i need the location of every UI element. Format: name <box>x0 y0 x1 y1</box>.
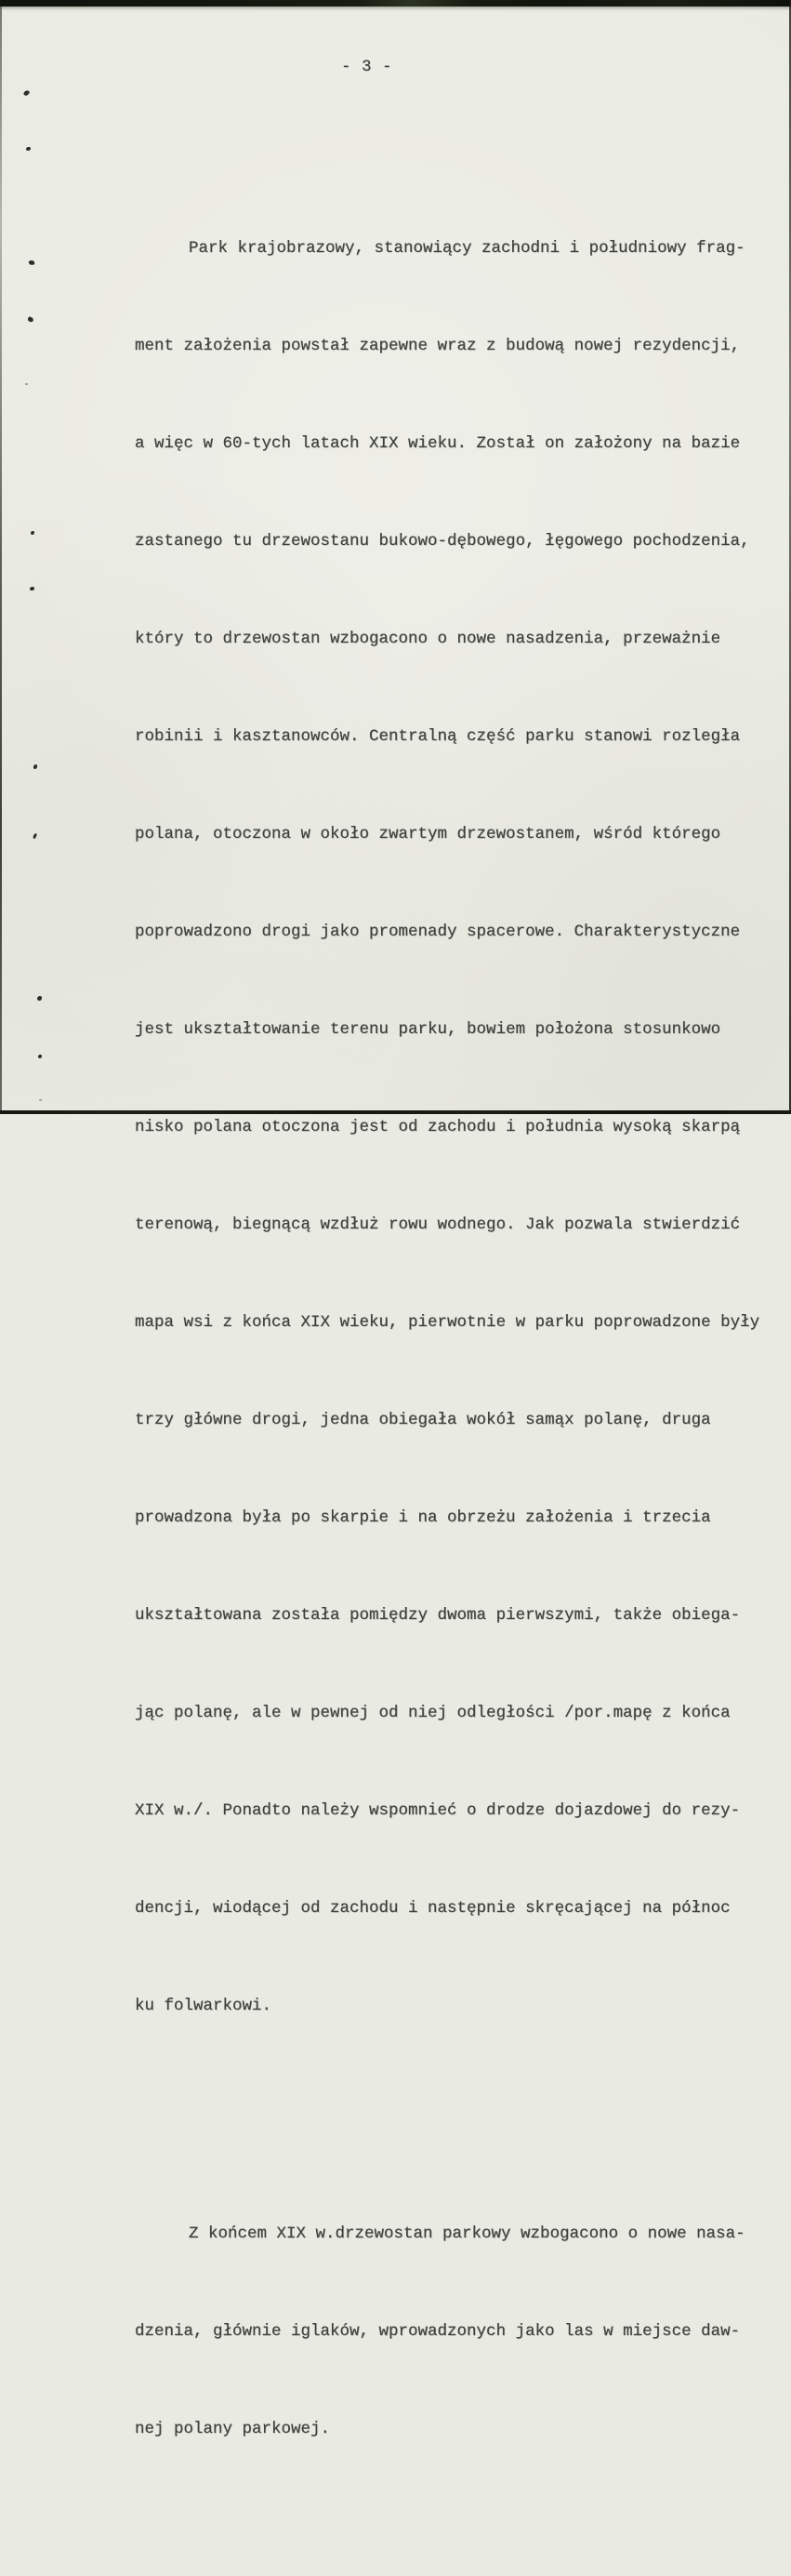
text-line: trzy główne drogi, jedna obiegała wokół samąx polanę, druga <box>135 1411 711 1429</box>
text-line: ukształtowana została pomiędzy dwoma pierwszymi, także obiega- <box>135 1606 741 1625</box>
ink-speck <box>30 587 34 591</box>
paragraph-1 <box>135 167 791 2088</box>
ink-speck <box>26 147 31 151</box>
ink-speck <box>27 316 33 323</box>
text-line: dencji, wiodącej od zachodu i następnie skręcającej na północ <box>135 1899 731 1918</box>
ink-speck <box>37 996 42 1001</box>
text-line: ment założenia powstał zapewne wraz z budową nowej rezydencji, <box>135 337 741 355</box>
ink-speck <box>31 531 34 535</box>
page-number: - 3 - <box>341 58 393 76</box>
text-line: zastanego tu drzewostanu bukowo-dębowego, łęgowego pochodzenia, <box>135 532 750 551</box>
text-line: prowadzona była po skarpie i na obrzeżu założenia i trzecia <box>135 1508 711 1527</box>
ink-speck <box>39 1099 42 1101</box>
text-line: nisko polana otoczona jest od zachodu i południa wysoką skarpą <box>135 1118 741 1136</box>
scan-edge-left <box>0 0 2 1114</box>
document-text <box>135 102 791 2576</box>
text-line: nej polany parkowej. <box>135 2420 331 2438</box>
ink-speck <box>28 259 34 265</box>
text-line: XIX w./. Ponadto należy wspomnieć o drodze dojazdowej do rezy- <box>135 1801 741 1820</box>
ink-speck <box>25 383 28 385</box>
text-line: polana, otoczona w około zwartym drzewostanem, wśród którego <box>135 825 721 843</box>
text-line: Z końcem XIX w.drzewostan parkowy wzbogacono o nowe nasa- <box>189 2224 745 2243</box>
text-line: jest ukształtowanie terenu parku, bowiem położona stosunkowo <box>135 1020 721 1039</box>
text-line: ku folwarkowi. <box>135 1997 272 2015</box>
text-line: mapa wsi z końca XIX wieku, pierwotnie w parku poprowadzone były <box>135 1313 760 1332</box>
text-line: dzenia, głównie iglaków, wprowadzonych jako las w miejsce daw- <box>135 2322 741 2341</box>
text-line: a więc w 60-tych latach XIX wieku. Został on założony na bazie <box>135 434 741 453</box>
paragraph-2 <box>135 2153 791 2511</box>
text-line: jąc polanę, ale w pewnej od niej odległości /por.mapę z końca <box>135 1704 731 1722</box>
scan-edge-top <box>0 0 791 7</box>
text-line: poprowadzono drogi jako promenady spacerowe. Charakterystyczne <box>135 923 741 941</box>
text-line: który to drzewostan wzbogacono o nowe nasadzenia, przeważnie <box>135 630 721 648</box>
text-line: robinii i kasztanowców. Centralną część parku stanowi rozległa <box>135 727 741 746</box>
ink-speck <box>33 764 38 770</box>
text-line: terenową, biegnącą wzdłuż rowu wodnego. Jak pozwala stwierdzić <box>135 1215 741 1234</box>
ink-speck <box>33 833 37 840</box>
ink-speck <box>23 89 31 97</box>
ink-speck <box>38 1055 42 1058</box>
text-line: Park krajobrazowy, stanowiący zachodni i południowy frag- <box>189 239 745 258</box>
scan-edge-bottom <box>0 1110 791 1114</box>
